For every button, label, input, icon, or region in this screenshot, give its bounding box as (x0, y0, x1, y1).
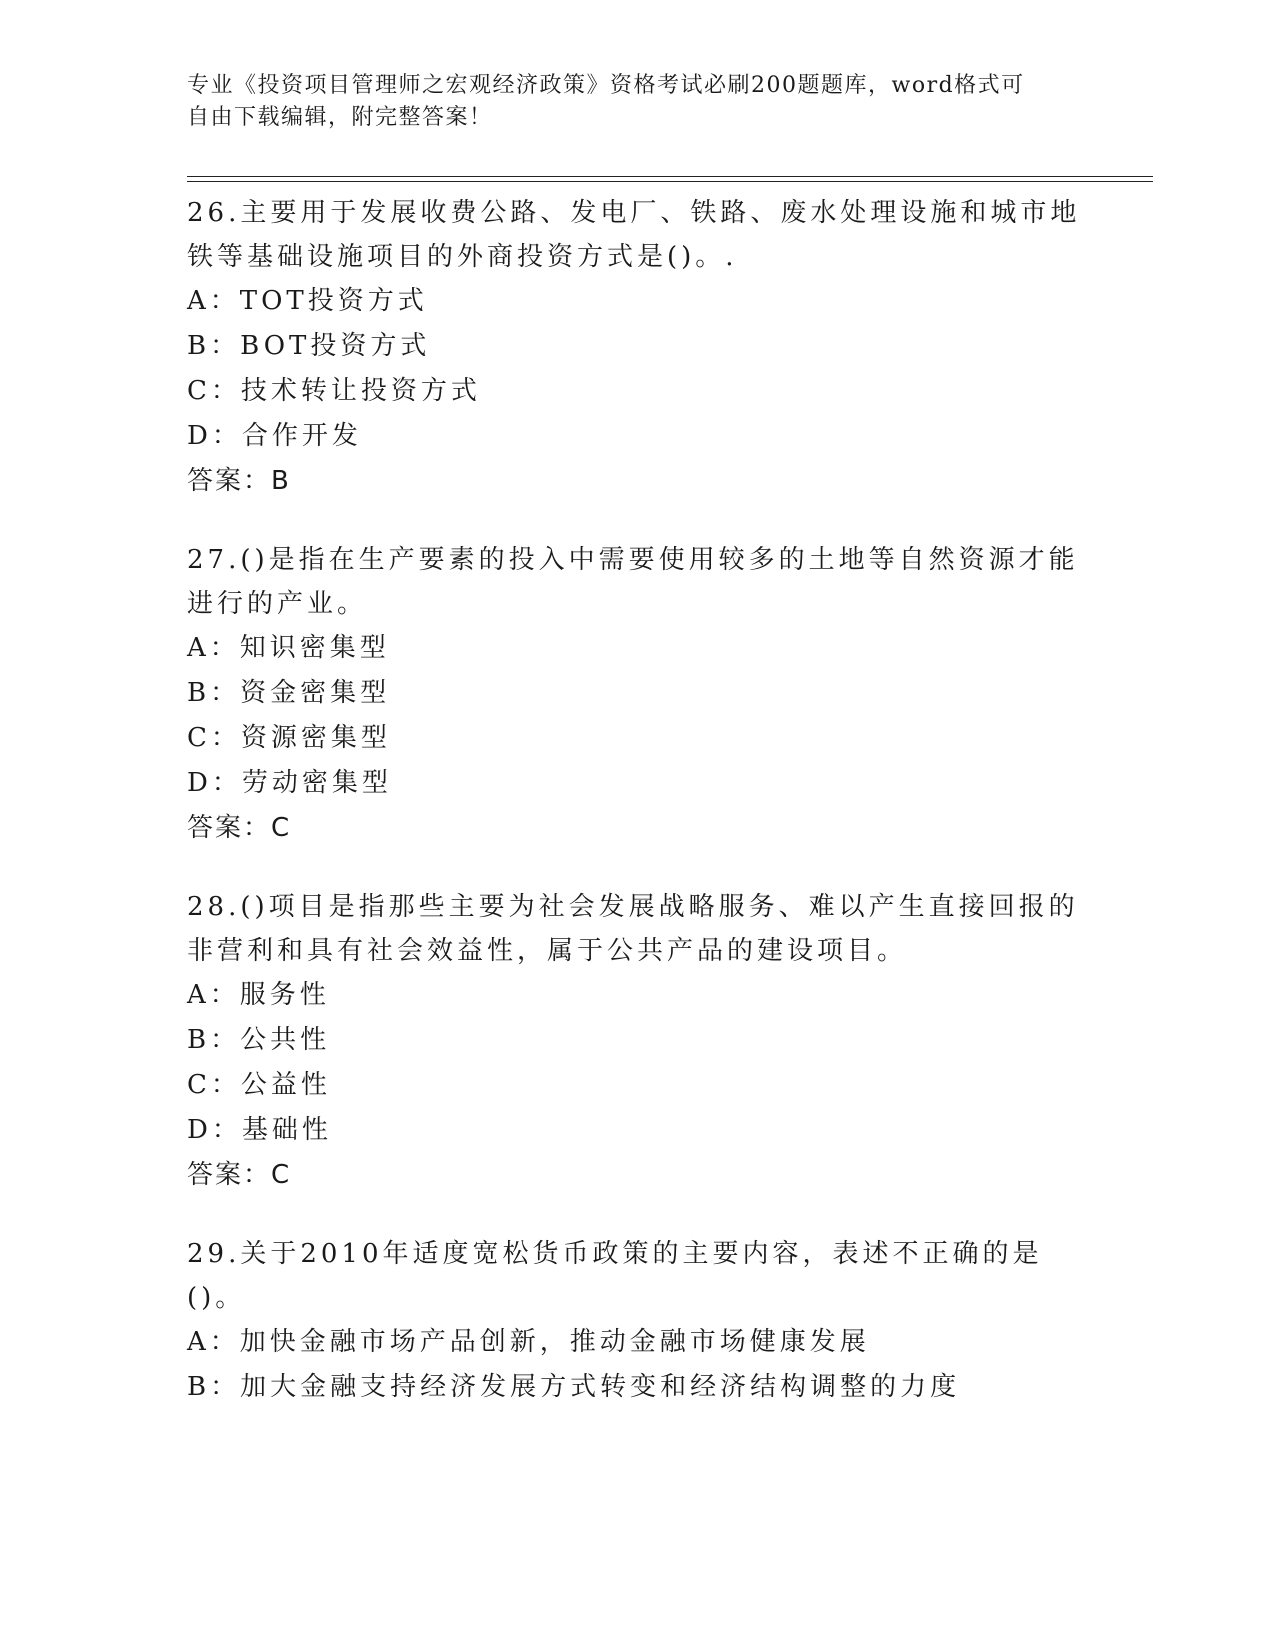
option-a: A：TOT投资方式 (187, 286, 428, 316)
option-c: C：资源密集型 (187, 723, 391, 753)
option-b: B：BOT投资方式 (187, 331, 431, 361)
option-b: B：加大金融支持经济发展方式转变和经济结构调整的力度 (187, 1372, 961, 1402)
option-d: D：合作开发 (187, 421, 362, 451)
question-list (187, 191, 1087, 1444)
option-b: B：公共性 (187, 1025, 331, 1055)
answer-line: 答案：C (187, 813, 292, 843)
option-c: C：技术转让投资方式 (187, 376, 481, 406)
option-b: B：资金密集型 (187, 678, 391, 708)
question-stem: 26.主要用于发展收费公路、发电厂、铁路、废水处理设施和城市地铁等基础设施项目的外商投资方式是()。. (187, 198, 1081, 272)
answer-line: 答案：C (187, 1160, 292, 1190)
header-line-2: 自由下载编辑，附完整答案！ (187, 105, 493, 130)
question-28 (187, 885, 1087, 1198)
header-divider-bottom (187, 181, 1153, 182)
option-d: D：劳动密集型 (187, 768, 392, 798)
option-a: A：加快金融市场产品创新，推动金融市场健康发展 (187, 1327, 870, 1357)
option-a: A：服务性 (187, 980, 330, 1010)
question-stem: 27.()是指在生产要素的投入中需要使用较多的土地等自然资源才能进行的产业。 (187, 545, 1079, 619)
question-stem: 28.()项目是指那些主要为社会发展战略服务、难以产生直接回报的非营利和具有社会效益性，属于公共产品的建设项目。 (187, 892, 1079, 966)
question-29 (187, 1232, 1087, 1410)
question-26 (187, 191, 1087, 504)
header-divider-top (187, 176, 1153, 177)
option-a: A：知识密集型 (187, 633, 390, 663)
answer-line: 答案：B (187, 466, 291, 496)
header-line-1: 专业《投资项目管理师之宏观经济政策》资格考试必刷200题题库，word格式可 (187, 73, 1025, 98)
document-header (187, 70, 1087, 134)
option-c: C：公益性 (187, 1070, 331, 1100)
question-stem: 29.关于2010年适度宽松货币政策的主要内容，表述不正确的是()。 (187, 1239, 1043, 1313)
option-d: D：基础性 (187, 1115, 332, 1145)
question-27 (187, 538, 1087, 851)
